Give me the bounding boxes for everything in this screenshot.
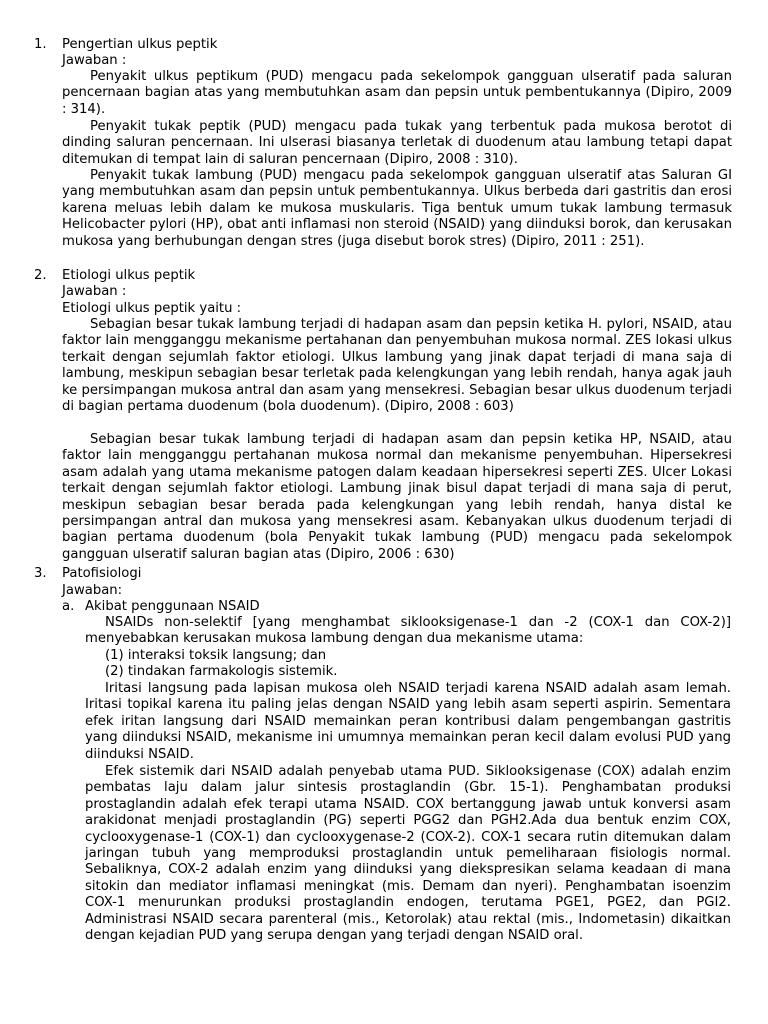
subsection-title: Akibat penggunaan NSAID <box>85 599 260 614</box>
section-title: Etiologi ulkus peptik <box>62 268 196 283</box>
section-number: 3. <box>34 566 47 581</box>
paragraph: Sebagian besar tukak lambung terjadi di hadapan asam dan pepsin ketika HP, NSAID, atau faktor lain mengganggu pertahanan mukosa normal dan mekanisme penyembuhan. Hipersekresi asam adalah yang utama mekanisme patogen dalam keadaan hipersekresi seperti ZES. Ulcer Lokasi terkait dengan sejumlah faktor etiologi. Lambung jinak bisul dapat terjadi di mana saja di perut, meskipun sebagian besar berada pada kelengkungan yang lebih rendah, hanya distal ke persimpangan antral dan mukosa yang mensekresi asam. Kebanyakan ulkus duodenum terjadi di bagian pertama duodenum (bola Penyakit tukak lambung (PUD) mengacu pada sekelompok gangguan ulseratif saluran bagian atas (Dipiro, 2006 : 630) <box>62 432 732 562</box>
paragraph: Efek sistemik dari NSAID adalah penyebab utama PUD. Siklooksigenase (COX) adalah enzim pembatas laju dalam jalur sintesis prostaglandin (Gbr. 15-1). Penghambatan produksi prostaglandin adalah efek terapi utama NSAID. COX bertanggung jawab untuk konversi asam arakidonat menjadi prostaglandin (PG) seperti PGG2 dan PGH2.Ada dua bentuk enzim COX, cyclooxygenase-1 (COX-1) dan cyclooxygenase-2 (COX-2). COX-1 secara rutin ditemukan dalam jaringan tubuh yang memproduksi prostaglandin untuk pemeliharaan fisiologis normal. Sebaliknya, COX-2 adalah enzim yang diinduksi yang diekspresikan selama keadaan di mana sitokin dan mediator inflamasi meningkat (mis. Demam dan nyeri). Penghambatan isoenzim COX-1 menurunkan produksi prostaglandin endogen, terutama PGE1, PGE2, dan PGI2. Administrasi NSAID secara parenteral (mis., Ketorolak) atau rektal (mis., Indometasin) dikaitkan dengan kejadian PUD yang serupa dengan yang terjadi dengan NSAID oral. <box>85 764 731 944</box>
intro-line: Etiologi ulkus peptik yaitu : <box>62 301 242 316</box>
paragraph: Sebagian besar tukak lambung terjadi di hadapan asam dan pepsin ketika H. pylori, NSAID, atau faktor lain mengganggu mekanisme pertahanan dan penyembuhan mukosa normal. ZES lokasi ulkus terkait dengan sejumlah faktor etiologi. Ulkus lambung yang jinak dapat terjadi di mana saja di lambung, meskipun sebagian besar terletak pada kelengkungan yang lebih rendah, hanya agak jauh ke persimpangan mukosa antral dan asam yang mensekresi. Sebagian besar ulkus duodenum terjadi di bagian pertama duodenum (bola duodenum). (Dipiro, 2008 : 603) <box>62 317 732 415</box>
paragraph: Penyakit tukak peptik (PUD) mengacu pada tukak yang terbentuk pada mukosa berotot di dinding saluran pencernaan. Ini ulserasi biasanya terletak di duodenum atau lambung tetapi dapat ditemukan di tempat lain di saluran pencernaan (Dipiro, 2008 : 310). <box>62 119 732 167</box>
answer-label: Jawaban: <box>62 583 123 598</box>
paragraph: Iritasi langsung pada lapisan mukosa oleh NSAID terjadi karena NSAID adalah asam lemah. Iritasi topikal karena itu paling jelas dengan NSAID yang lebih asam seperti aspirin. Sementara efek iritan langsung dari NSAID memainkan peran kontribusi dalam pengembangan gastritis yang diinduksi NSAID, mekanisme ini umumnya memainkan peran kecil dalam evolusi PUD yang diinduksi NSAID. <box>85 681 731 762</box>
paragraph: Penyakit tukak lambung (PUD) mengacu pada sekelompok gangguan ulseratif atas Saluran GI yang membutuhkan asam dan pepsin untuk pembentukannya. Ulkus berbeda dari gastritis dan erosi karena meluas lebih dalam ke mukosa muskularis. Tiga bentuk umum tukak lambung termasuk Helicobacter pylori (HP), obat anti inflamasi non steroid (NSAID) yang diinduksi borok, dan kerusakan mukosa yang berhubungan dengan stres (juga disebut borok stres) (Dipiro, 2011 : 251). <box>62 168 732 249</box>
paragraph: Penyakit ulkus peptikum (PUD) mengacu pada sekelompok gangguan ulseratif pada saluran pencernaan bagian atas yang membutuhkan asam dan pepsin untuk pembentukannya (Dipiro, 2009 : 314). <box>62 69 732 117</box>
answer-label: Jawaban : <box>62 284 127 299</box>
answer-label: Jawaban : <box>62 53 127 68</box>
list-item: (2) tindakan farmakologis sistemik. <box>105 664 338 679</box>
paragraph: NSAIDs non-selektif [yang menghambat siklooksigenase-1 dan -2 (COX-1 dan COX-2)] menyebabkan kerusakan mukosa lambung dengan dua mekanisme utama: <box>85 615 731 647</box>
section-number: 2. <box>34 268 47 283</box>
section-title: Patofisiologi <box>62 566 142 581</box>
list-item: (1) interaksi toksik langsung; dan <box>105 648 327 663</box>
section-number: 1. <box>34 37 47 52</box>
section-title: Pengertian ulkus peptik <box>62 37 218 52</box>
subsection-letter: a. <box>62 599 75 614</box>
